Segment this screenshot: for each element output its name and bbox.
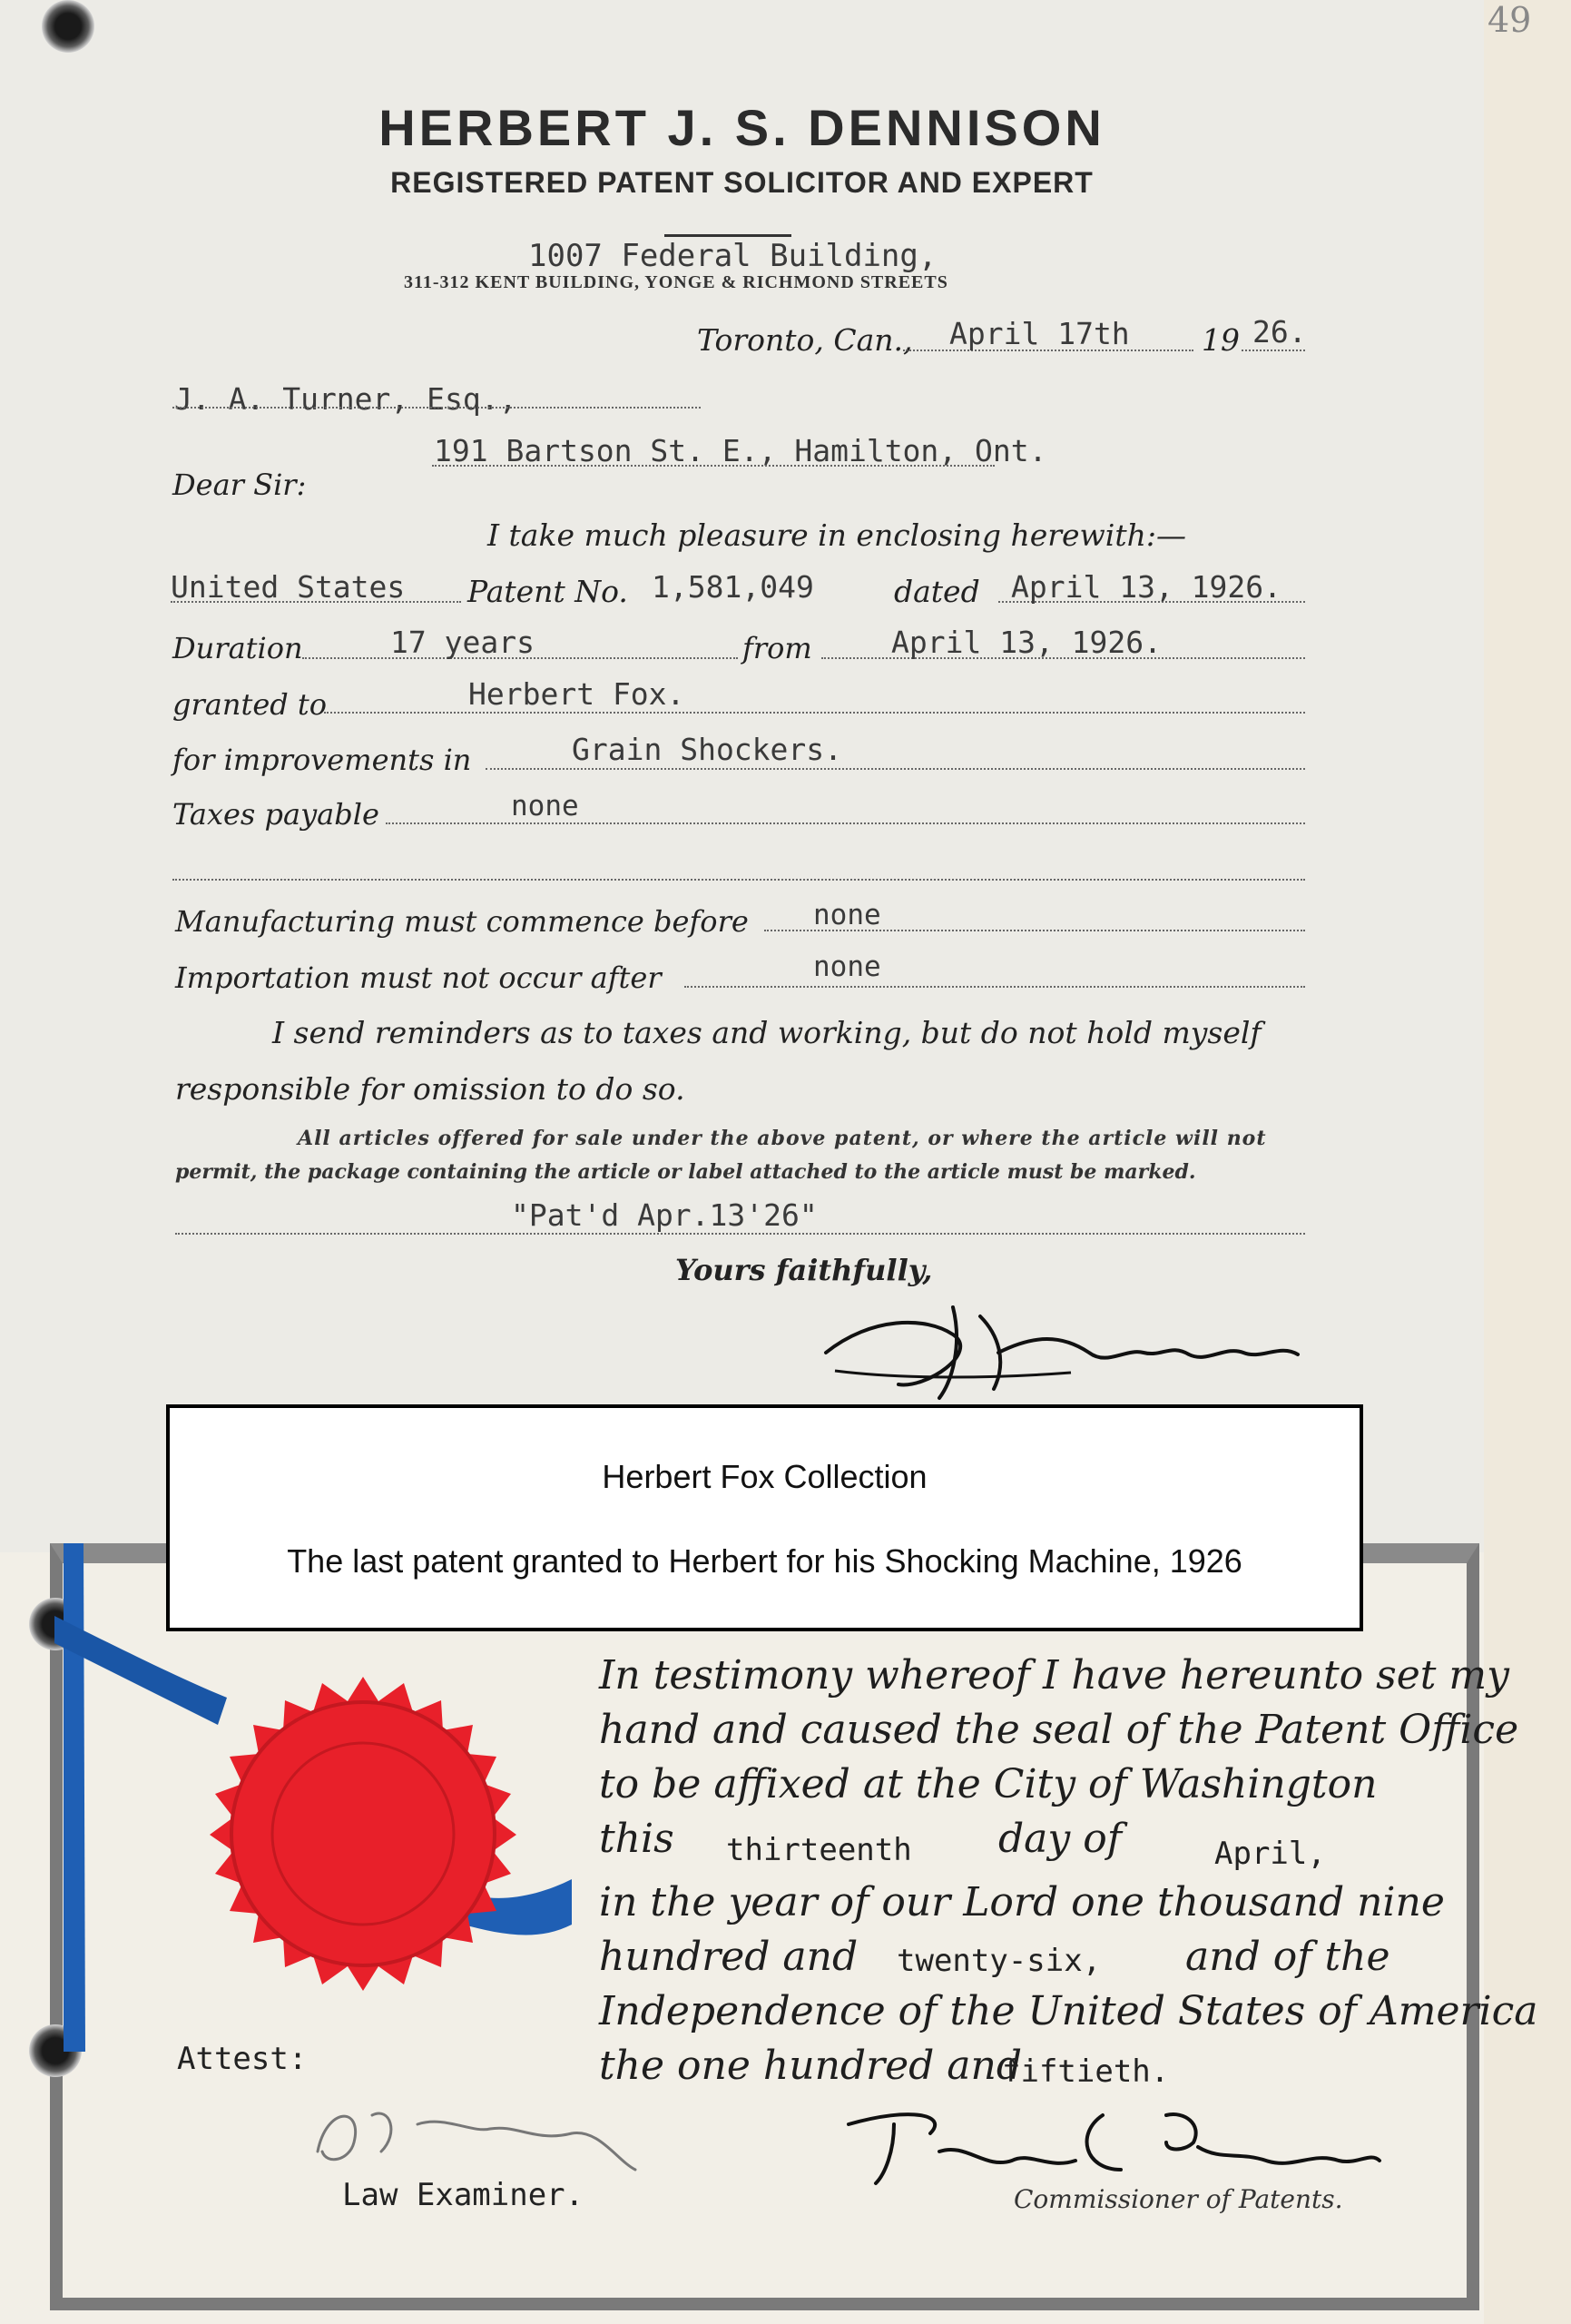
from-label: from (742, 631, 812, 665)
cert-ordinal: fiftieth. (1002, 2053, 1170, 2090)
patent-number: 1,581,049 (652, 569, 814, 605)
blank-line (172, 879, 1305, 881)
marking-text: "Pat'd Apr.13'26" (511, 1197, 818, 1233)
dateline-place: Toronto, Can., (697, 322, 913, 358)
cert-line-3: to be affixed at the City of Washington (599, 1761, 1378, 1807)
examiner-signature (299, 2088, 644, 2188)
cert-line-4a: this (599, 1816, 674, 1862)
improvements-line (486, 768, 1305, 770)
recipient-address-line (432, 465, 995, 467)
cert-line-5: in the year of our Lord one thousand nine (599, 1879, 1445, 1925)
cert-year: twenty-six, (897, 1943, 1102, 1979)
importation-value: none (813, 950, 881, 983)
country-line (171, 601, 461, 603)
examiner-title: Law Examiner. (342, 2177, 584, 2213)
recipient-name: J. A. Turner, Esq., (174, 381, 517, 417)
cert-line-8a: the one hundred and (599, 2043, 1023, 2089)
importation-line (684, 986, 1305, 988)
taxes-value: none (511, 790, 579, 822)
commissioner-title: Commissioner of Patents. (1014, 2184, 1343, 2214)
attest-label: Attest: (177, 2041, 308, 2077)
taxes-line (386, 822, 1305, 824)
address-printed: 311-312 KENT BUILDING, YONGE & RICHMOND STREETS (404, 272, 948, 292)
binder-hole (42, 0, 94, 53)
dateline-year-prefix: 19 (1202, 322, 1240, 358)
cert-line-6a: hundred and (599, 1934, 859, 1980)
dateline-date: April 17th (949, 316, 1130, 351)
cert-month: April, (1214, 1836, 1326, 1872)
caption-title: Herbert Fox Collection (602, 1458, 928, 1495)
taxes-label: Taxes payable (172, 797, 379, 832)
intro-text: I take much pleasure in enclosing herewith:— (487, 517, 1186, 553)
cert-day: thirteenth (726, 1832, 912, 1868)
salutation: Dear Sir: (172, 468, 307, 502)
reminder-line-1: I send reminders as to taxes and working, but do not hold myself (272, 1015, 1262, 1050)
manufacturing-label: Manufacturing must commence before (175, 904, 749, 939)
cert-line-4b: day of (998, 1816, 1123, 1862)
page-edge (1484, 0, 1571, 2324)
patent-office-seal (141, 1625, 585, 2043)
page-number: 49 (1488, 0, 1532, 40)
country-value: United States (171, 569, 406, 605)
duration-value: 17 years (390, 625, 535, 660)
reminder-line-2: responsible for omission to do so. (175, 1071, 685, 1107)
dateline-year-line (1242, 350, 1305, 351)
dennison-signature (817, 1298, 1307, 1407)
duration-label: Duration (172, 631, 303, 665)
dated-value: April 13, 1926. (1011, 569, 1282, 605)
manufacturing-value: none (813, 899, 881, 931)
importation-label: Importation must not occur after (175, 960, 662, 995)
recipient-address: 191 Bartson St. E., Hamilton, Ont. (434, 433, 1047, 468)
from-value: April 13, 1926. (891, 625, 1163, 660)
closing-text: Yours faithfully, (675, 1253, 933, 1287)
recipient-name-line (172, 407, 701, 409)
dated-label: dated (894, 574, 980, 609)
marking-line (175, 1233, 1305, 1235)
cert-line-6b: and of the (1185, 1934, 1390, 1980)
letterhead-subtitle: REGISTERED PATENT SOLICITOR AND EXPERT (390, 166, 1094, 199)
patent-label: Patent No. (467, 574, 628, 609)
improvements-value: Grain Shockers. (572, 732, 843, 767)
caption-box (166, 1404, 1363, 1631)
caption-text: The last patent granted to Herbert for his Shocking Machine, 1926 (287, 1542, 1242, 1580)
granted-value: Herbert Fox. (468, 676, 685, 712)
cert-line-1: In testimony whereof I have hereunto set my (599, 1652, 1509, 1699)
notice-line-2: permit, the package containing the article or label attached to the article must be marked. (175, 1160, 1196, 1184)
granted-line (324, 712, 1305, 714)
granted-label: granted to (172, 687, 328, 722)
commissioner-signature (840, 2097, 1384, 2197)
improvements-label: for improvements in (172, 743, 472, 777)
cert-line-2: hand and caused the seal of the Patent Office (599, 1707, 1519, 1753)
cert-line-7: Independence of the United States of America (599, 1988, 1538, 2034)
notice-line-1: All articles offered for sale under the above patent, or where the article will not (298, 1127, 1267, 1150)
address-typed: 1007 Federal Building, (528, 238, 938, 274)
letterhead-rule (664, 234, 791, 237)
dateline-year: 26. (1252, 314, 1307, 350)
letterhead-name: HERBERT J. S. DENNISON (378, 99, 1105, 156)
